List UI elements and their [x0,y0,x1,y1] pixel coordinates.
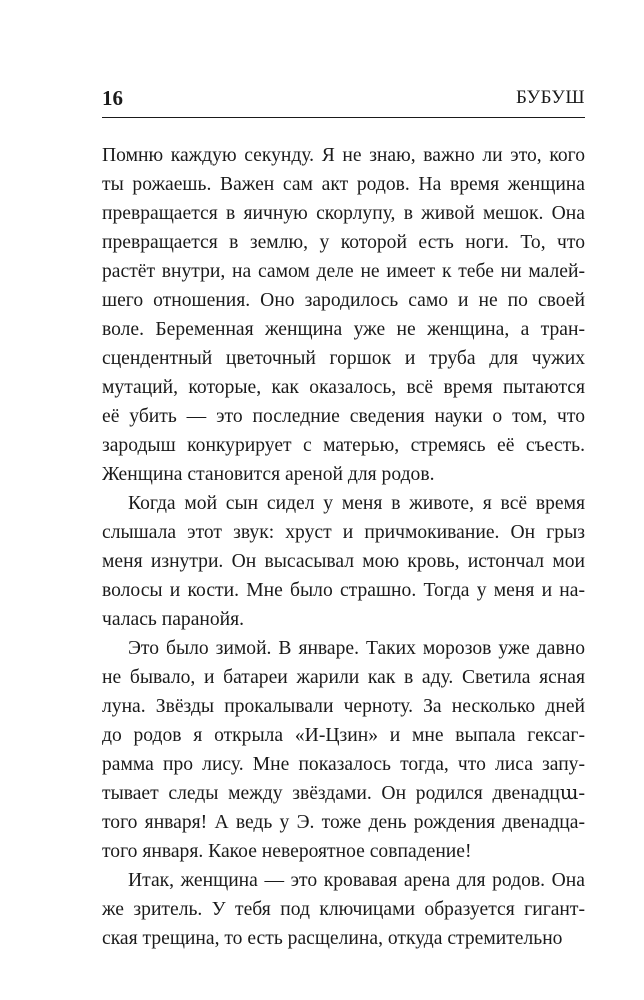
text-line: воле. Беременная женщина уже не женщина, а тран- [102,319,585,340]
text-line: луна. Звёзды прокалывали черноту. За несколько дней [102,696,585,717]
text-line: Итак, женщина — это кровавая арена для родов. Она [128,870,585,891]
paragraph [102,866,585,953]
text-line: Помню каждую секунду. Я не знаю, важно ли это, кого [102,145,585,166]
text-line: до родов я открыла «И-Цзин» и мне выпала гексаг- [102,725,585,746]
text-line: ская трещина, то есть расщелина, откуда стремительно [102,928,563,949]
text-line: ты рожаешь. Важен сам акт родов. На время женщина [102,174,585,195]
text-line: растёт внутри, на самом деле не имеет к тебе ни малей- [102,261,585,282]
body-text [102,141,585,953]
text-line: волосы и кости. Мне было страшно. Тогда у меня и на- [102,580,585,601]
text-line: её убить — это последние сведения науки о том, что [102,406,585,427]
text-line: зародыш конкурирует с матерью, стремясь её съесть. [102,435,585,456]
text-line: шего отношения. Оно зародилось само и не по своей [102,290,585,311]
text-line: того января. Какое невероятное совпадение! [102,841,472,862]
text-line: того января! А ведь у Э. тоже день рождения двенадца- [102,812,585,833]
paragraph [102,141,585,489]
text-line: рамма про лису. Мне показалось тогда, что лиса запу- [102,754,585,775]
text-line: Женщина становится ареной для родов. [102,464,435,485]
text-line: же зритель. У тебя под ключицами образуется гигант- [102,899,585,920]
paragraph [102,489,585,634]
text-line: чалась паранойя. [102,609,245,630]
page-number: 16 [102,86,123,110]
paragraph [102,634,585,866]
book-title: БУБУШ [515,87,585,108]
text-line: слышала этот звук: хруст и причмокивание. Он грыз [102,522,585,543]
text-line: мутаций, которые, как оказалось, всё время пытаются [102,377,585,398]
text-line: Это было зимой. В январе. Таких морозов уже давно [128,638,585,659]
text-line: превращается в яичную скорлупу, в живой мешок. Она [102,203,585,224]
running-head [102,84,585,112]
text-line: Когда мой сын сидел у меня в животе, я всё время [128,493,585,514]
header-rule [102,117,585,118]
text-line: не бывало, и батареи жарили как в аду. Светила ясная [102,667,585,688]
text-line: сцендентный цветочный горшок и труба для чужих [102,348,585,369]
text-line: тывает следы между звёздами. Он родился двенадцա- [102,783,585,804]
text-line: превращается в землю, у которой есть ноги. То, что [102,232,585,253]
text-line: меня изнутри. Он высасывал мою кровь, истончал мои [102,551,585,572]
